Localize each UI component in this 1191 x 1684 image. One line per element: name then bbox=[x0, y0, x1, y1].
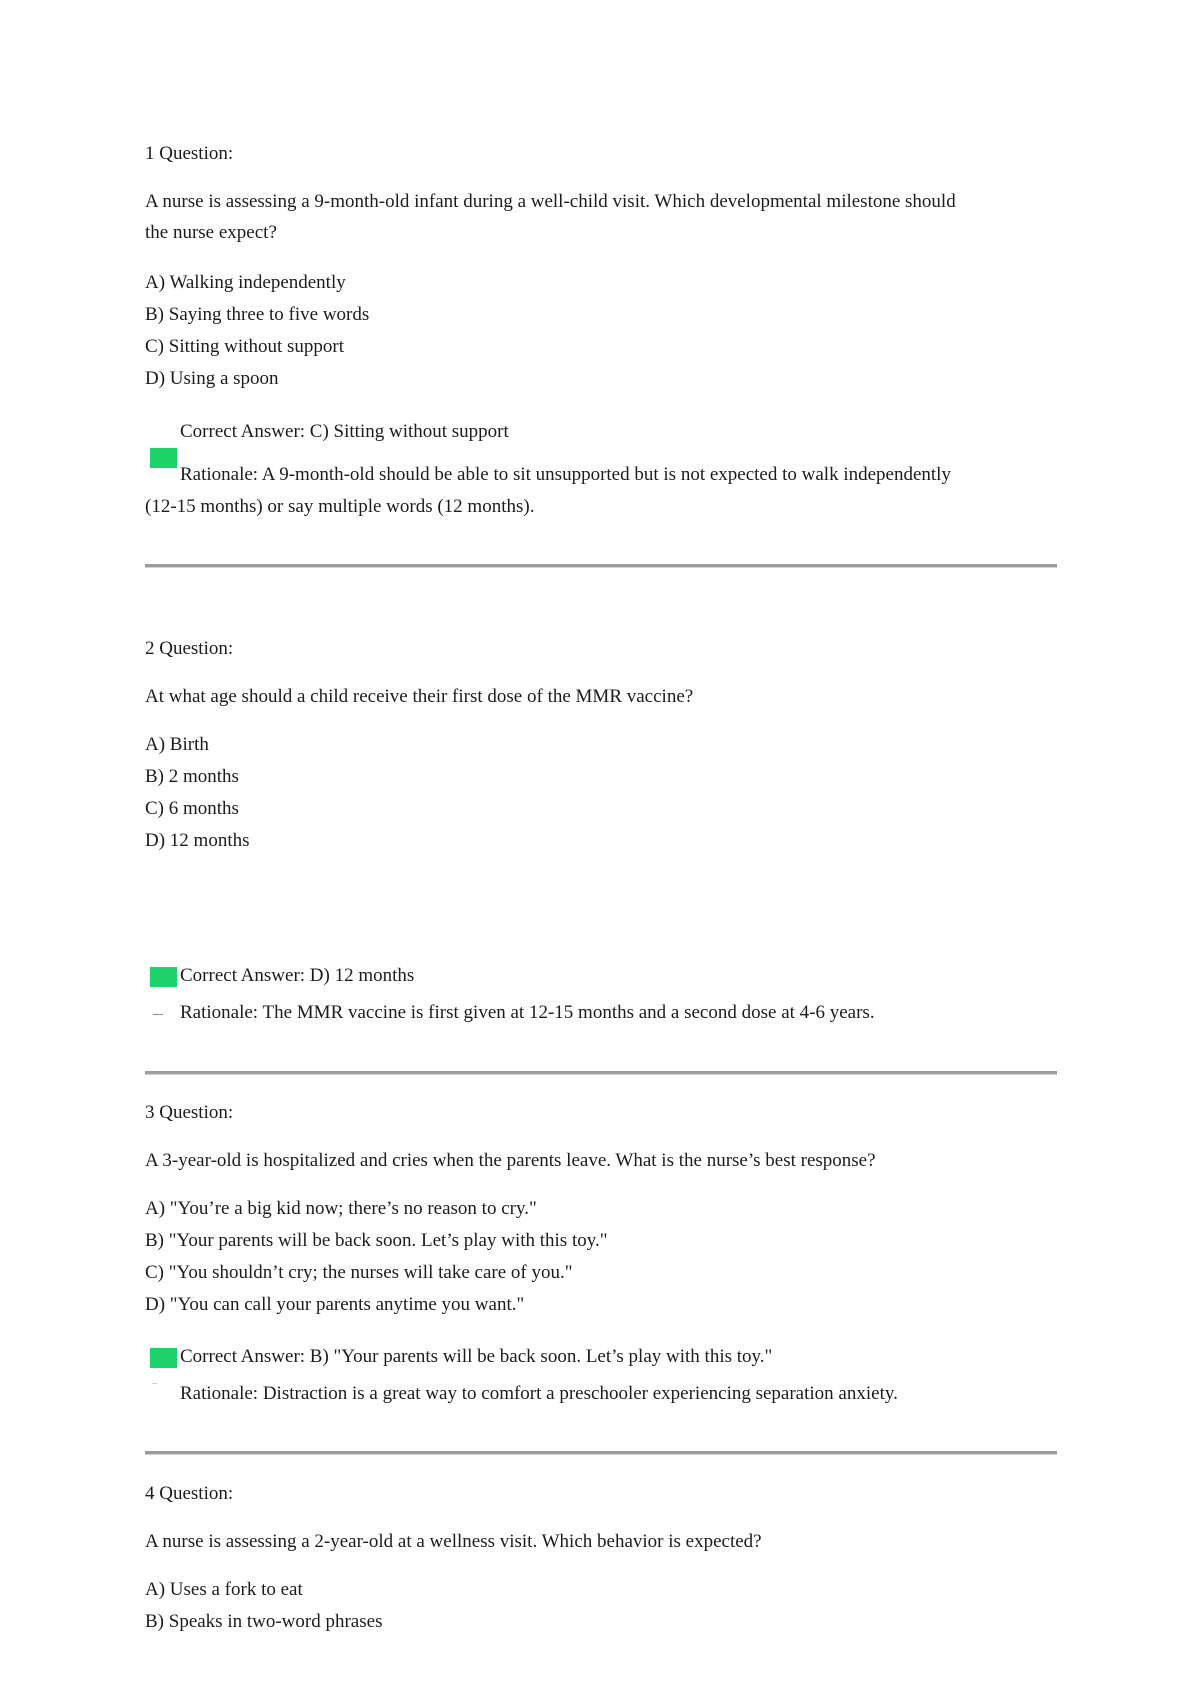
question-stem-continued: the nurse expect? bbox=[145, 222, 277, 243]
answer-option-a: A) Uses a fork to eat bbox=[145, 1579, 303, 1600]
answer-option-c: C) Sitting without support bbox=[145, 336, 344, 357]
answer-option-b: B) "Your parents will be back soon. Let’s play with this toy." bbox=[145, 1230, 608, 1251]
answer-option-b: B) 2 months bbox=[145, 766, 239, 787]
answer-option-b: B) Saying three to five words bbox=[145, 304, 370, 325]
question-heading: 1 Question: bbox=[145, 143, 234, 164]
answer-option-d: D) 12 months bbox=[145, 830, 250, 851]
question-heading: 3 Question: bbox=[145, 1102, 234, 1123]
question-stem: At what age should a child receive their first dose of the MMR vaccine? bbox=[145, 686, 694, 707]
answer-option-b: B) Speaks in two-word phrases bbox=[145, 1611, 383, 1632]
question-heading: 4 Question: bbox=[145, 1483, 234, 1504]
question-stem: A nurse is assessing a 9-month-old infant during a well-child visit. Which developmental milestone should bbox=[145, 191, 956, 212]
answer-option-a: A) Walking independently bbox=[145, 272, 346, 293]
highlight-marker bbox=[150, 448, 177, 468]
correct-answer: Correct Answer: C) Sitting without support bbox=[180, 421, 509, 442]
tick-mark bbox=[152, 1383, 157, 1384]
answer-option-a: A) Birth bbox=[145, 734, 209, 755]
rationale: Rationale: Distraction is a great way to comfort a preschooler experiencing separation anxiety. bbox=[180, 1383, 898, 1404]
correct-answer: Correct Answer: D) 12 months bbox=[180, 965, 415, 986]
rationale-continued: (12-15 months) or say multiple words (12 months). bbox=[145, 496, 535, 517]
section-divider bbox=[145, 1071, 1057, 1075]
answer-option-d: D) Using a spoon bbox=[145, 368, 279, 389]
question-stem: A nurse is assessing a 2-year-old at a wellness visit. Which behavior is expected? bbox=[145, 1531, 762, 1552]
answer-option-c: C) "You shouldn’t cry; the nurses will take care of you." bbox=[145, 1262, 573, 1283]
correct-answer: Correct Answer: B) "Your parents will be back soon. Let’s play with this toy." bbox=[180, 1346, 773, 1367]
rationale: Rationale: The MMR vaccine is first given at 12-15 months and a second dose at 4-6 years. bbox=[180, 1002, 875, 1023]
rationale: Rationale: A 9-month-old should be able to sit unsupported but is not expected to walk independently bbox=[180, 464, 951, 485]
answer-option-a: A) "You’re a big kid now; there’s no reason to cry." bbox=[145, 1198, 537, 1219]
question-stem: A 3-year-old is hospitalized and cries when the parents leave. What is the nurse’s best response? bbox=[145, 1150, 876, 1171]
section-divider bbox=[145, 1451, 1057, 1455]
highlight-marker bbox=[150, 967, 177, 987]
question-heading: 2 Question: bbox=[145, 638, 234, 659]
answer-option-c: C) 6 months bbox=[145, 798, 239, 819]
dash-mark bbox=[153, 1014, 163, 1015]
highlight-marker bbox=[150, 1348, 177, 1368]
section-divider bbox=[145, 564, 1057, 568]
answer-option-d: D) "You can call your parents anytime you want." bbox=[145, 1294, 525, 1315]
